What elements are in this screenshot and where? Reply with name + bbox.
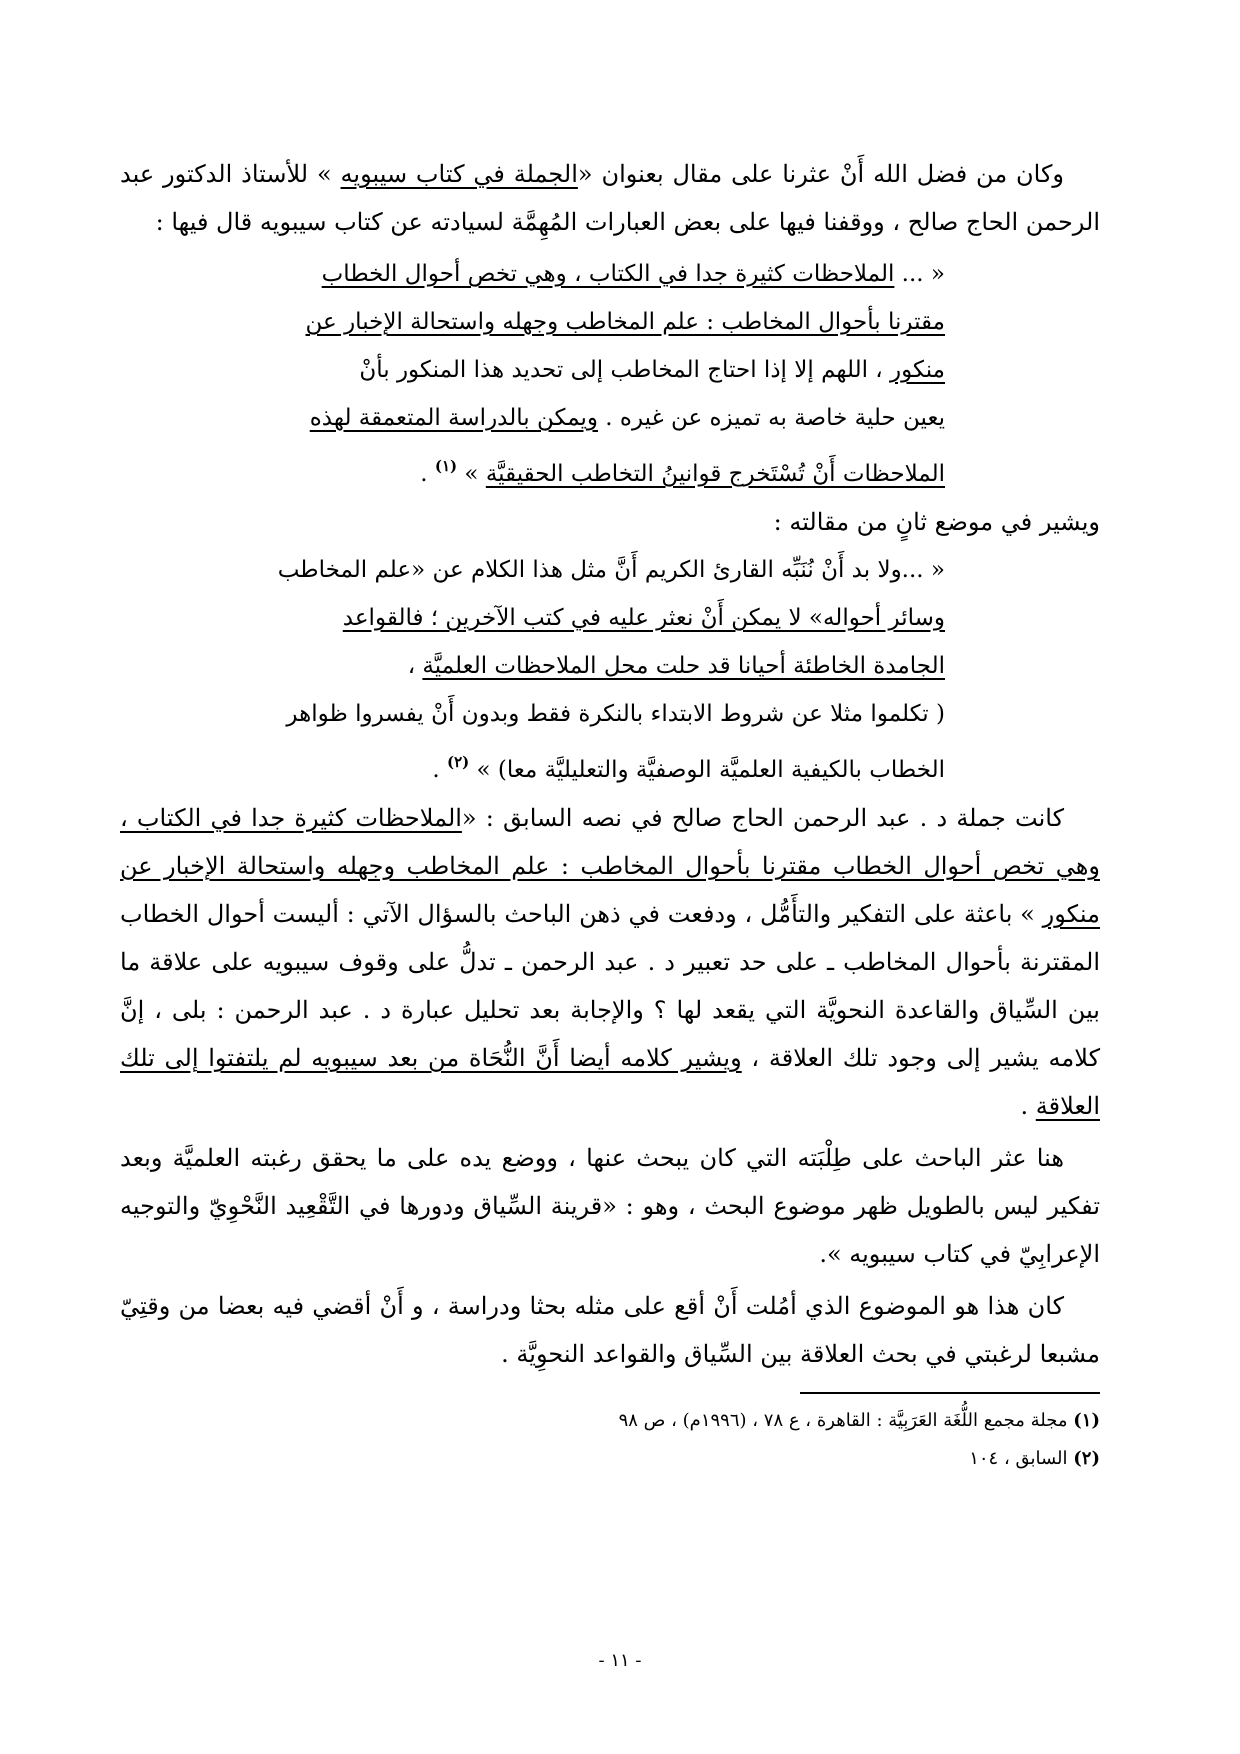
page-number: - ١١ - [598, 1650, 642, 1671]
paragraph-intro [120, 150, 1100, 246]
quote1-line-1: « ... الملاحظات كثيرة جدا في الكتاب ، وهي تخص أحوال الخطاب [321, 261, 945, 287]
footnote-ref-2: (٢) [446, 753, 470, 771]
quoted-observation: الملاحظات كثيرة جدا في الكتاب ، وهي تخص أحوال الخطاب مقترنا بأحوال المخاطب : علم المخاطب وجهله واستحالة الإخبار عن منكور [120, 804, 1100, 928]
article-title: الجملة في كتاب سيبويه [340, 160, 578, 188]
quote2-line-4: ( تكلموا مثلا عن شروط الابتداء بالنكرة فقط وبدون أَنْ يفسروا ظواهر [286, 701, 945, 727]
underlined-conclusion: ويشير كلامه أيضا أَنَّ النُّحَاة من بعد سيبويه لم يلتفتوا إلى تلك العلاقة [120, 1044, 1100, 1120]
paragraph-second-position: ويشير في موضع ثانٍ من مقالته : [773, 508, 1100, 536]
intro-text-start: وكان من فضل الله أَنْ عثرنا على مقال بعنوان « [577, 160, 1064, 188]
block-quote-2 [265, 546, 945, 794]
footnote-ref-1: (١) [434, 457, 458, 475]
footnote-2: (٢) السابق ، ١٠٤ [969, 1448, 1100, 1469]
quote2-line-3: الجامدة الخاطئة أحيانا قد حلت محل الملاحظات العلميَّة ، [407, 653, 945, 679]
quote1-line-3: منكور ، اللهم إلا إذا احتاج المخاطب إلى تحديد هذا المنكور بأنْ [359, 357, 945, 383]
paragraph-research-topic: هنا عثر الباحث على طِلْبَته التي كان يبحث عنها ، ووضع يده على ما يحقق رغبته العلميَّة وبعد تفكير ليس بالطويل ظهر موضوع البحث ، وهو : «قرينة السِّياق ودورها في التَّقْعِيد النَّحْوِيّ والتوجيه الإعرابِيّ في كتاب سيبويه ». [120, 1144, 1100, 1268]
quote2-line-1: « ...ولا بد أَنْ نُنَبِّه القارئ الكريم أَنَّ مثل هذا الكلام عن «علم المخاطب [277, 557, 945, 583]
page-body [120, 150, 1100, 1478]
footnote-separator [800, 1392, 1100, 1394]
quote2-line-5: الخطاب بالكيفية العلميَّة الوصفيَّة والتعليليَّة معا) » $^{(٢)}$ . [432, 753, 945, 783]
quote1-line-4: يعين حلية خاصة به تميزه عن غيره . ويمكن بالدراسة المتعمقة لهذه [309, 405, 945, 431]
quote1-line-2: مقترنا بأحوال المخاطب : علم المخاطب وجهله واستحالة الإخبار عن [305, 309, 945, 335]
quote1-line-5: الملاحظات أَنْ تُسْتَخرج قوانينُ التخاطب الحقيقيَّة » $^{(١)}$ . [420, 457, 945, 487]
paragraph-analysis: كانت جملة د . عبد الرحمن الحاج صالح في نصه السابق : «الملاحظات كثيرة جدا في الكتاب ، وهي تخص أحوال الخطاب مقترنا بأحوال المخاطب : علم المخاطب وجهله واستحالة الإخبار عن منكور » باعثة على التفكير والتأَمُّل ، ودفعت في ذهن الباحث بالسؤال الآتي : أليست أحوال الخطاب المقترنة بأحوال المخاطب ـ على حد تعبير د . عبد الرحمن ـ تدلُّ على وقوف سيبويه على علاقة ما بين السِّياق والقاعدة النحويَّة التي يقعد لها ؟ والإجابة بعد تحليل عبارة د . عبد الرحمن : بلى ، إنَّ كلامه يشير إلى وجود تلك العلاقة ، ويشير كلامه أيضا أَنَّ النُّحَاة من بعد سيبويه لم يلتفتوا إلى تلك العلاقة . [120, 804, 1101, 1120]
footnote-1: (١) مجلة مجمع اللُّغَة العَرَبِيَّة : القاهرة ، ع ٧٨ ، (١٩٩٦م) ، ص ٩٨ [618, 1410, 1100, 1431]
block-quote-1 [265, 250, 945, 498]
intro-text-end: » للأستاذ الدكتور عبد الرحمن الحاج صالح ، ووقفنا فيها على بعض العبارات المُهِمَّة لسيادته عن كتاب سيبويه قال فيها : [120, 160, 1100, 236]
paragraph-closing: كان هذا هو الموضوع الذي أمُلت أَنْ أقع على مثله بحثا ودراسة ، و أَنْ أقضي فيه بعضا من وقتِيّ مشبعا لرغبتي في بحث العلاقة بين السِّياق والقواعد النحوِيَّة . [120, 1292, 1100, 1368]
quote2-line-2: وسائر أحواله» لا يمكن أَنْ نعثر عليه في كتب الآخرين ؛ فالقواعد [342, 605, 945, 631]
